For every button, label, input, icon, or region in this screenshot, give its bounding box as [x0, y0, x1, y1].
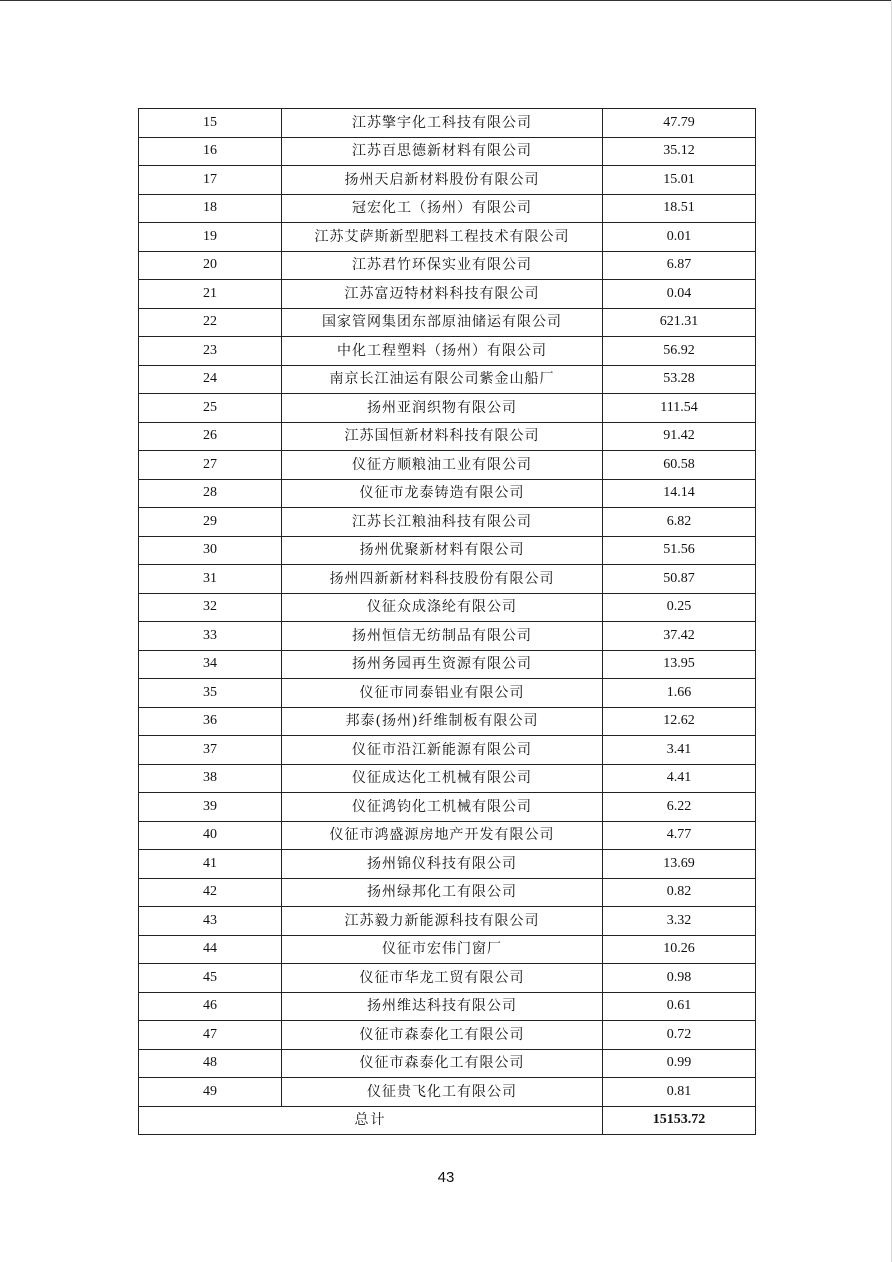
- row-value: 0.81: [603, 1078, 756, 1107]
- row-number: 26: [139, 422, 282, 451]
- company-name: 江苏毅力新能源科技有限公司: [282, 907, 603, 936]
- row-number: 25: [139, 394, 282, 423]
- row-value: 0.98: [603, 964, 756, 993]
- company-name: 江苏百思德新材料有限公司: [282, 137, 603, 166]
- row-number: 17: [139, 166, 282, 195]
- row-number: 32: [139, 593, 282, 622]
- company-name: 仪征市龙泰铸造有限公司: [282, 479, 603, 508]
- table-row: [139, 907, 756, 936]
- table-row: [139, 137, 756, 166]
- table-row: [139, 935, 756, 964]
- company-name: 扬州维达科技有限公司: [282, 992, 603, 1021]
- table-row: [139, 679, 756, 708]
- row-number: 38: [139, 764, 282, 793]
- company-name: 江苏长江粮油科技有限公司: [282, 508, 603, 537]
- row-number: 34: [139, 650, 282, 679]
- total-row: [139, 1106, 756, 1135]
- total-label: 总计: [139, 1106, 603, 1135]
- table-row: [139, 109, 756, 138]
- row-value: 0.25: [603, 593, 756, 622]
- company-name: 国家管网集团东部原油储运有限公司: [282, 308, 603, 337]
- row-number: 30: [139, 536, 282, 565]
- row-number: 48: [139, 1049, 282, 1078]
- row-value: 111.54: [603, 394, 756, 423]
- row-number: 27: [139, 451, 282, 480]
- row-number: 24: [139, 365, 282, 394]
- row-value: 3.32: [603, 907, 756, 936]
- table-row: [139, 764, 756, 793]
- company-name: 扬州优聚新材料有限公司: [282, 536, 603, 565]
- table-row: [139, 1078, 756, 1107]
- row-value: 15.01: [603, 166, 756, 195]
- row-value: 0.82: [603, 878, 756, 907]
- company-name: 扬州四新新材料科技股份有限公司: [282, 565, 603, 594]
- row-value: 60.58: [603, 451, 756, 480]
- table-row: [139, 536, 756, 565]
- company-name: 仪征市华龙工贸有限公司: [282, 964, 603, 993]
- company-name: 仪征贵飞化工有限公司: [282, 1078, 603, 1107]
- company-name: 冠宏化工（扬州）有限公司: [282, 194, 603, 223]
- table-row: [139, 964, 756, 993]
- row-number: 19: [139, 223, 282, 252]
- table-row: [139, 508, 756, 537]
- table-row: [139, 194, 756, 223]
- company-name: 扬州恒信无纺制品有限公司: [282, 622, 603, 651]
- table-row: [139, 1049, 756, 1078]
- row-number: 15: [139, 109, 282, 138]
- row-value: 10.26: [603, 935, 756, 964]
- company-name: 仪征鸿钧化工机械有限公司: [282, 793, 603, 822]
- row-number: 44: [139, 935, 282, 964]
- table-row: [139, 821, 756, 850]
- company-name: 江苏富迈特材料科技有限公司: [282, 280, 603, 309]
- total-value: 15153.72: [603, 1106, 756, 1135]
- row-value: 56.92: [603, 337, 756, 366]
- table-row: [139, 593, 756, 622]
- company-name: 仪征众成涤纶有限公司: [282, 593, 603, 622]
- row-number: 18: [139, 194, 282, 223]
- company-name: 仪征方顺粮油工业有限公司: [282, 451, 603, 480]
- row-number: 39: [139, 793, 282, 822]
- row-value: 0.99: [603, 1049, 756, 1078]
- row-value: 47.79: [603, 109, 756, 138]
- row-value: 621.31: [603, 308, 756, 337]
- company-name: 江苏国恒新材料科技有限公司: [282, 422, 603, 451]
- table-row: [139, 622, 756, 651]
- row-value: 6.82: [603, 508, 756, 537]
- page-top-border: [0, 0, 892, 1]
- company-name: 仪征市宏伟门窗厂: [282, 935, 603, 964]
- table-row: [139, 565, 756, 594]
- row-number: 21: [139, 280, 282, 309]
- row-value: 4.41: [603, 764, 756, 793]
- row-number: 40: [139, 821, 282, 850]
- row-number: 47: [139, 1021, 282, 1050]
- table-row: [139, 850, 756, 879]
- row-number: 20: [139, 251, 282, 280]
- company-name: 仪征市同泰铝业有限公司: [282, 679, 603, 708]
- table-row: [139, 223, 756, 252]
- company-name: 仪征市森泰化工有限公司: [282, 1021, 603, 1050]
- row-value: 6.87: [603, 251, 756, 280]
- table-row: [139, 1021, 756, 1050]
- table-row: [139, 394, 756, 423]
- row-value: 4.77: [603, 821, 756, 850]
- row-number: 22: [139, 308, 282, 337]
- row-number: 33: [139, 622, 282, 651]
- row-value: 0.61: [603, 992, 756, 1021]
- table-row: [139, 793, 756, 822]
- row-number: 49: [139, 1078, 282, 1107]
- row-number: 46: [139, 992, 282, 1021]
- company-name: 邦泰(扬州)纤维制板有限公司: [282, 707, 603, 736]
- row-value: 3.41: [603, 736, 756, 765]
- company-name: 江苏君竹环保实业有限公司: [282, 251, 603, 280]
- row-number: 31: [139, 565, 282, 594]
- company-name: 仪征市森泰化工有限公司: [282, 1049, 603, 1078]
- row-value: 0.01: [603, 223, 756, 252]
- row-value: 13.95: [603, 650, 756, 679]
- company-name: 江苏艾萨斯新型肥料工程技术有限公司: [282, 223, 603, 252]
- row-number: 28: [139, 479, 282, 508]
- row-value: 12.62: [603, 707, 756, 736]
- row-number: 43: [139, 907, 282, 936]
- row-value: 13.69: [603, 850, 756, 879]
- table-row: [139, 707, 756, 736]
- table-body: [139, 109, 756, 1107]
- row-value: 50.87: [603, 565, 756, 594]
- company-name: 扬州务园再生资源有限公司: [282, 650, 603, 679]
- table-row: [139, 365, 756, 394]
- row-value: 0.72: [603, 1021, 756, 1050]
- table-row: [139, 280, 756, 309]
- row-number: 36: [139, 707, 282, 736]
- company-name: 仪征成达化工机械有限公司: [282, 764, 603, 793]
- row-value: 37.42: [603, 622, 756, 651]
- row-value: 6.22: [603, 793, 756, 822]
- row-number: 29: [139, 508, 282, 537]
- company-name: 仪征市沿江新能源有限公司: [282, 736, 603, 765]
- row-number: 41: [139, 850, 282, 879]
- row-value: 1.66: [603, 679, 756, 708]
- row-number: 23: [139, 337, 282, 366]
- row-number: 16: [139, 137, 282, 166]
- company-name: 仪征市鸿盛源房地产开发有限公司: [282, 821, 603, 850]
- table-row: [139, 422, 756, 451]
- table-row: [139, 650, 756, 679]
- company-name: 扬州天启新材料股份有限公司: [282, 166, 603, 195]
- row-number: 35: [139, 679, 282, 708]
- company-name: 中化工程塑料（扬州）有限公司: [282, 337, 603, 366]
- table-row: [139, 736, 756, 765]
- company-name: 江苏擎宇化工科技有限公司: [282, 109, 603, 138]
- row-value: 51.56: [603, 536, 756, 565]
- table-row: [139, 337, 756, 366]
- company-name: 扬州亚润织物有限公司: [282, 394, 603, 423]
- table-row: [139, 251, 756, 280]
- company-name: 南京长江油运有限公司紫金山船厂: [282, 365, 603, 394]
- company-name: 扬州锦仪科技有限公司: [282, 850, 603, 879]
- table-row: [139, 992, 756, 1021]
- row-value: 91.42: [603, 422, 756, 451]
- table-row: [139, 878, 756, 907]
- company-name: 扬州绿邦化工有限公司: [282, 878, 603, 907]
- table-row: [139, 308, 756, 337]
- emissions-table: [138, 108, 756, 1135]
- table-row: [139, 479, 756, 508]
- table-row: [139, 166, 756, 195]
- row-number: 42: [139, 878, 282, 907]
- page-number: 43: [437, 1169, 455, 1186]
- row-number: 45: [139, 964, 282, 993]
- row-number: 37: [139, 736, 282, 765]
- table-row: [139, 451, 756, 480]
- row-value: 14.14: [603, 479, 756, 508]
- row-value: 0.04: [603, 280, 756, 309]
- row-value: 53.28: [603, 365, 756, 394]
- row-value: 35.12: [603, 137, 756, 166]
- row-value: 18.51: [603, 194, 756, 223]
